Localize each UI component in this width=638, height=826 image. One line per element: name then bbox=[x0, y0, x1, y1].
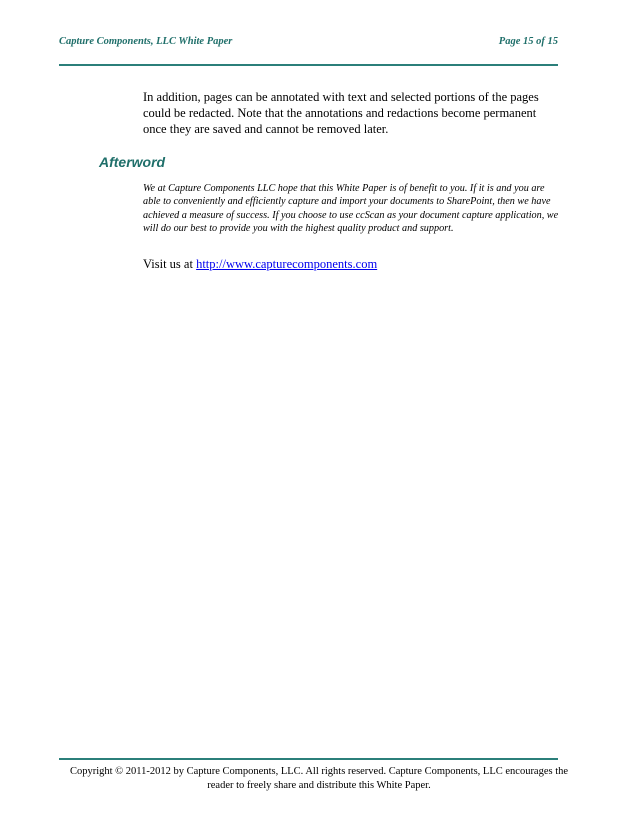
header-page-number: Page 15 of 15 bbox=[498, 36, 558, 47]
visit-line bbox=[143, 256, 377, 272]
afterword-paragraph: We at Capture Components LLC hope that this White Paper is of benefit to you. If it is and you are able to conveniently and efficiently capture and import your documents to SharePoint, then we have achieved a measure of success. If you choose to use ccScan as your document capture application, we will do our best to provide you with the highest quality product and support. bbox=[143, 183, 559, 235]
page-header bbox=[59, 36, 558, 47]
website-link[interactable]: http://www.capturecomponents.com bbox=[196, 257, 378, 271]
footer-divider bbox=[59, 758, 558, 760]
header-title: Capture Components, LLC White Paper bbox=[59, 36, 233, 47]
header-divider bbox=[59, 64, 558, 66]
page-footer: Copyright © 2011-2012 by Capture Components, LLC. All rights reserved. Capture Components, LLC encourages the reader to freely share and distribute this White Paper. bbox=[69, 766, 569, 791]
body-paragraph: In addition, pages can be annotated with text and selected portions of the pages could be redacted. Note that the annotations and redactions become permanent once they are saved and cannot be removed later. bbox=[143, 90, 539, 136]
afterword-heading: Afterword bbox=[99, 154, 166, 170]
visit-prefix: Visit us at bbox=[143, 257, 197, 271]
